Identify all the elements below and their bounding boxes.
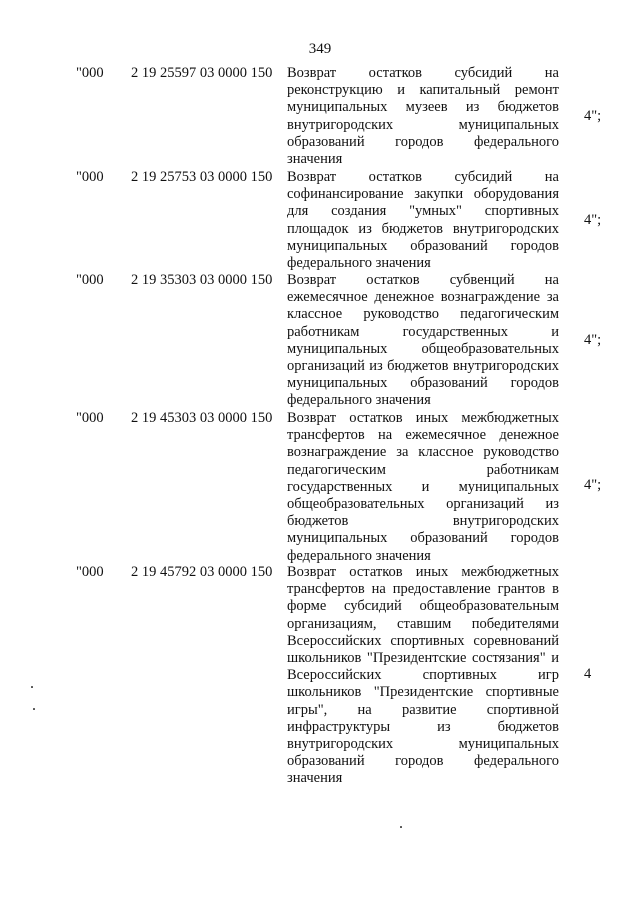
row-amount: 4 bbox=[584, 666, 592, 682]
row-amount: 4"; bbox=[584, 108, 602, 124]
row-prefix: "000 bbox=[76, 272, 104, 288]
scan-speck bbox=[31, 686, 33, 688]
page-number: 349 bbox=[308, 41, 332, 57]
scan-speck bbox=[33, 708, 35, 710]
row-description: Возврат остатков субсидий на реконструкцию и капитальный ремонт муниципальных музеев из бюджетов внутригородских муниципальных образований городов федерального значения bbox=[287, 65, 559, 168]
row-code: 2 19 25597 03 0000 150 bbox=[131, 65, 273, 81]
row-description: Возврат остатков иных межбюджетных трансфертов на предоставление грантов в форме субсидий общеобразовательным организациям, ставшим победителями Всероссийских спортивных соревнований школьников "Президентские состязания" и Всероссийских спортивных игр школьников "Президентские спортивные игры", на развитие спортивной инфраструктуры из бюджетов внутригородских муниципальных образований городов федерального значения bbox=[287, 564, 559, 787]
row-code: 2 19 45792 03 0000 150 bbox=[131, 564, 273, 580]
row-description: Возврат остатков субсидий на софинансирование закупки оборудования для создания "умных" спортивных площадок из бюджетов внутригородских муниципальных образований городов федерального значения bbox=[287, 169, 559, 272]
row-description: Возврат остатков субвенций на ежемесячное денежное вознаграждение за классное руководство педагогическим работникам государственных и муниципальных общеобразовательных организаций из бюджетов внутригородских муниципальных образований городов федерального значения bbox=[287, 272, 559, 409]
scan-speck bbox=[400, 826, 402, 828]
row-description: Возврат остатков иных межбюджетных трансфертов на ежемесячное денежное вознаграждение за классное руководство педагогическим работникам государственных и муниципальных общеобразовательных организаций из бюджетов внутригородских муниципальных образований городов федерального значения bbox=[287, 410, 559, 564]
row-code: 2 19 25753 03 0000 150 bbox=[131, 169, 273, 185]
row-amount: 4"; bbox=[584, 477, 602, 493]
row-amount: 4"; bbox=[584, 212, 602, 228]
row-prefix: "000 bbox=[76, 564, 104, 580]
row-amount: 4"; bbox=[584, 332, 602, 348]
row-prefix: "000 bbox=[76, 65, 104, 81]
row-code: 2 19 45303 03 0000 150 bbox=[131, 410, 273, 426]
row-code: 2 19 35303 03 0000 150 bbox=[131, 272, 273, 288]
row-prefix: "000 bbox=[76, 169, 104, 185]
row-prefix: "000 bbox=[76, 410, 104, 426]
